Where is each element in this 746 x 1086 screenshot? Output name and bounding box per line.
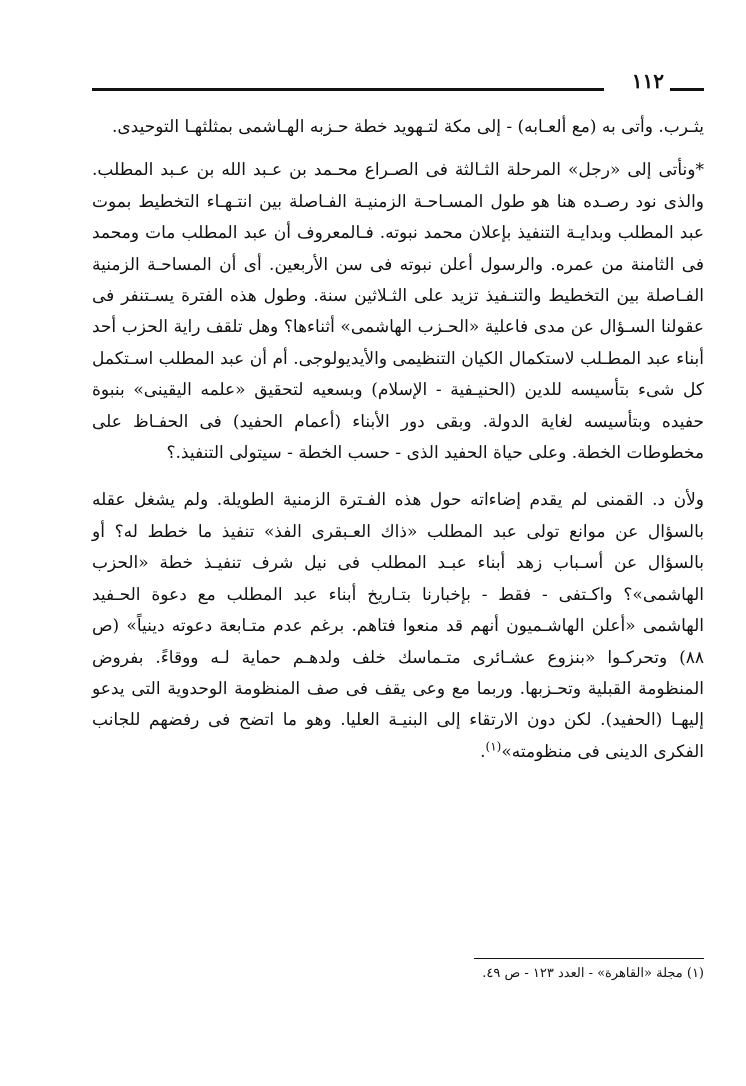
paragraph-2: *ونأتى إلى «رجل» المرحلة الثـالثة فى الصـراع محـمد بن عـبد الله بن عـبد المطلب. والذى نود رصـده هنا هو طول المسـاحـة الزمنيـة الفـاصلة بين انتـهـاء التخطيط بموت عبد المطلب وبدايـة التنفيذ بإعلان محمد نبوته. فـالمعروف أن عبد المطلب مات ومحمد فى الثامنة من عمره. والرسول أعلن نبوته فى سن الأربعين. أى أن المساحـة الزمنية الفـاصلة بين التخطيط والتنـفيذ تزيد على الثـلاثين سنة. وطول هذه الفترة يسـتنفر فى عقولنا السـؤال عن مدى فاعلية «الحـزب الهاشمى» أثناءها؟ وهل تلقف راية الحزب أحد أبناء عبد المطـلب لاستكمال الكيان التنظيمى والأيديولوجى. أم أن عبد المطلب اسـتكمل كل شىء بتأسيسه للدين (الحنيـفية - الإسلام) وبسعيه لتحقيق «علمه اليقينى» بنبوة حفيده وبتأسيسه لغاية الدولة. وبقى دور الأبناء (أعمام الحفيد) فى الحفـاظ على مخطوطات الخطة. وعلى حياة الحفيد الذى - حسب الخطة - سيتولى التنفيذ.؟ xyxy=(92,160,704,464)
page-number: ١١٢ xyxy=(631,69,664,93)
paragraph-3-end: . xyxy=(480,741,486,762)
body-text xyxy=(92,112,704,784)
footnote: (١) مجلة «القاهرة» - العدد ١٢٣ - ص ٤٩. xyxy=(482,966,704,981)
footnote-rule xyxy=(474,958,704,959)
header-rule xyxy=(92,88,604,91)
page-header xyxy=(92,66,704,96)
paragraph-3 xyxy=(92,485,704,768)
paragraph-1: يثـرب. وأتى به (مع ألعـابه) - إلى مكة لتـهويد خطة حـزبه الهـاشمى بمثلثهـا التوحيدى. xyxy=(111,117,704,137)
footnote-marker: (١) xyxy=(485,739,502,754)
header-rule-short xyxy=(670,88,704,91)
paragraph-3-text: ولأن د. القمنى لم يقدم إضاءاته حول هذه الفـترة الزمنية الطويلة. ولم يشغل عقله بالسؤال عن موانع تولى عبد المطلب «ذاك العـبقرى الفذ» تنفيذ ما خطط له؟ أو بالسؤال عن أسـباب زهد أبناء عبـد المطلب فى نيل شرف تنفيـذ خطة «الحزب الهاشمى»؟ واكـتفى - فقط - بإخبارنا بتـاريخ أبناء عبد المطلب مع دعوة الحـفيد الهاشمى «أعلن الهاشـميون أنهم قد منعوا فتاهم. برغم عدم متـابعة دعوته دينياً» (ص ٨٨) وتحركـوا «بنزوع عشـائرى متـماسك خلف ولدهـم حماية لـه ووقاءً. بفروض المنظومة القبلية وتحـزبها. وربما مع وعى يقف فى صف المنظومة الوحدوية التى يدعو إليهـا (الحفيد). لكن دون الارتقاء إلى البنيـة العليا. وهو ما اتضح فى رفضهم للجانب الفكرى الدينى فى منظومته» xyxy=(92,490,704,762)
